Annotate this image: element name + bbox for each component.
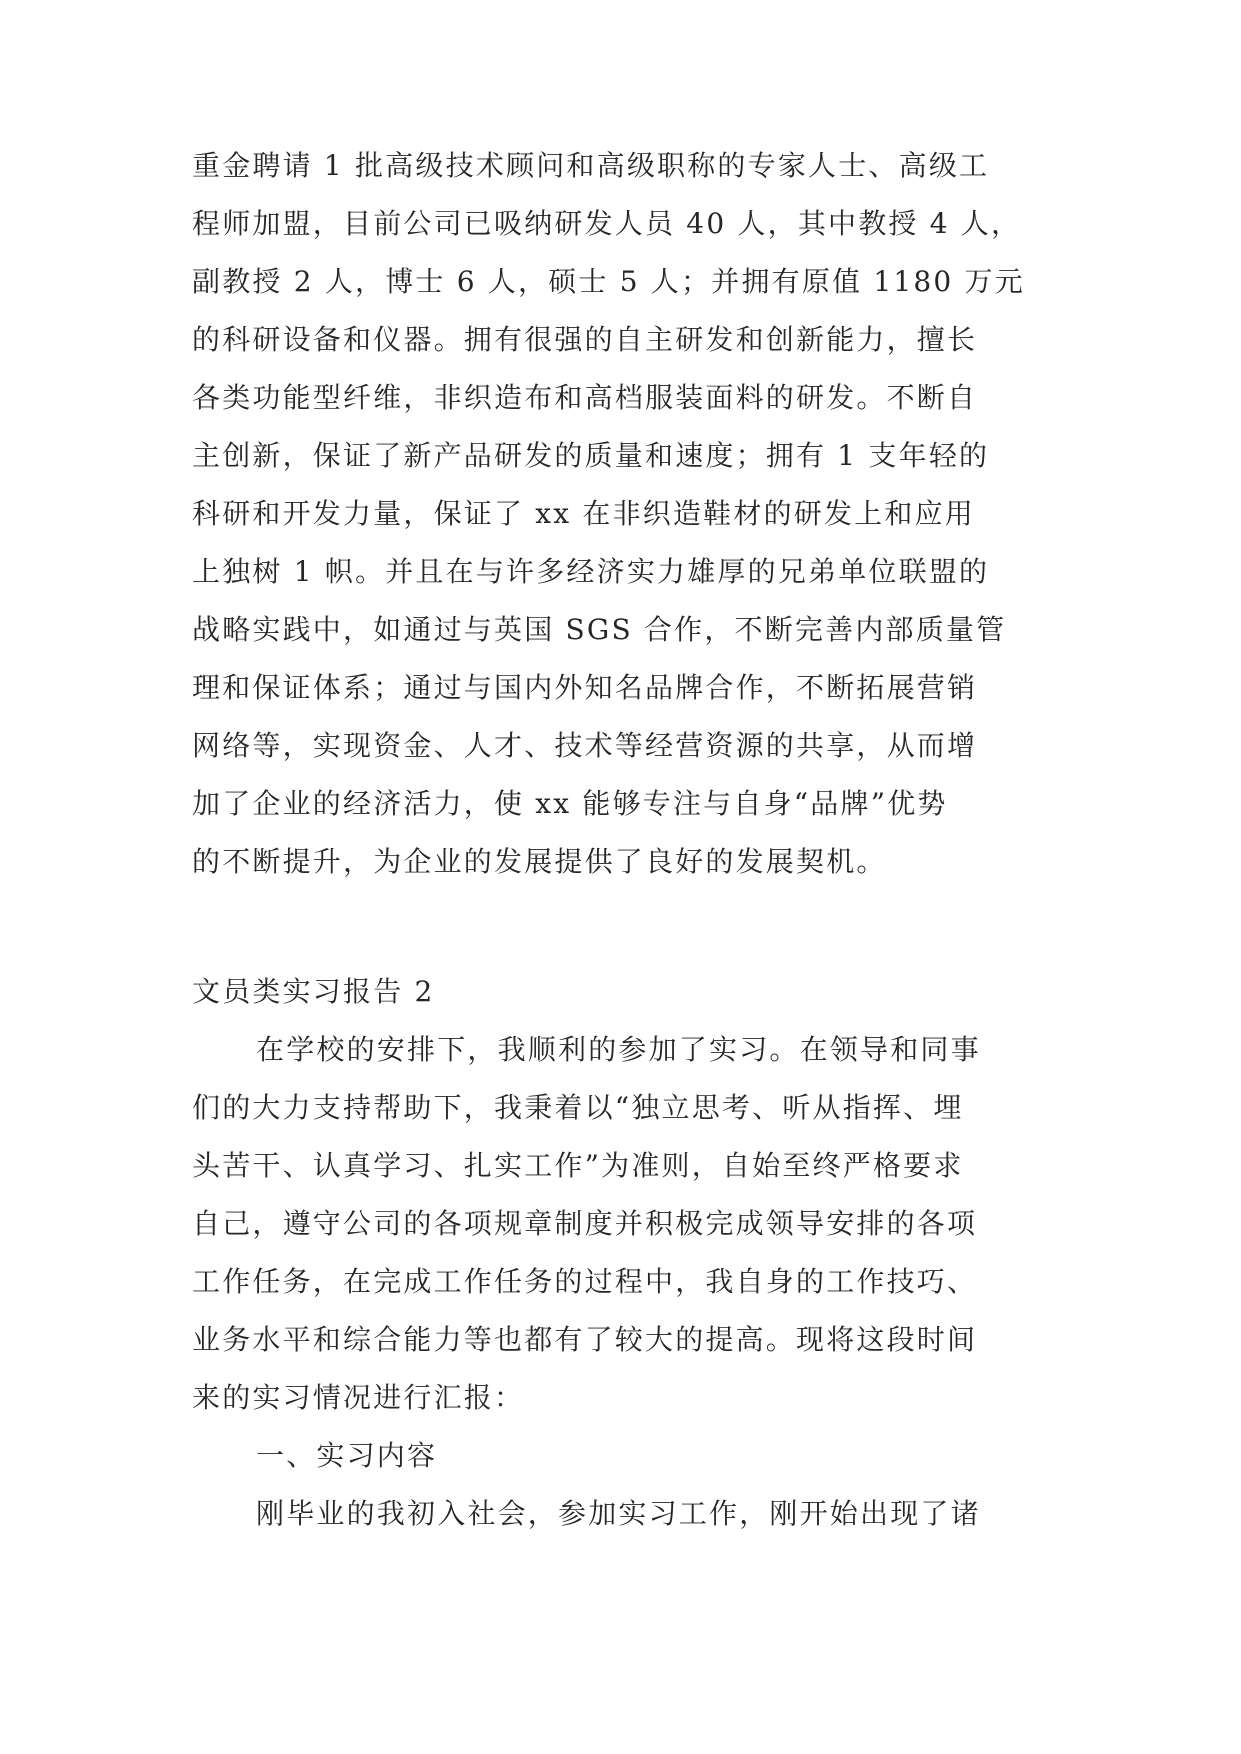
paragraph-line: 程师加盟，目前公司已吸纳研发人员 40 人，其中教授 4 人，: [192, 207, 1022, 240]
paragraph-line: 理和保证体系；通过与国内外知名品牌合作，不断拓展营销: [192, 671, 978, 704]
paragraph-line: 的科研设备和仪器。拥有很强的自主研发和创新能力，擅长: [192, 323, 978, 356]
paragraph-line: 战略实践中，如通过与英国 SGS 合作，不断完善内部质量管: [192, 613, 1007, 646]
paragraph-line: 各类功能型纤维，非织造布和高档服装面料的研发。不断自: [192, 381, 978, 414]
paragraph-line: 自己，遵守公司的各项规章制度并积极完成领导安排的各项: [192, 1207, 978, 1240]
paragraph-line: 刚毕业的我初入社会，参加实习工作，刚开始出现了诸: [256, 1497, 981, 1530]
paragraph-line: 来的实习情况进行汇报：: [192, 1381, 525, 1414]
paragraph-line: 在学校的安排下，我顺利的参加了实习。在领导和同事: [256, 1033, 981, 1066]
paragraph-line: 加了企业的经济活力，使 xx 能够专注与自身“品牌”优势: [192, 787, 948, 820]
paragraph-line: 工作任务，在完成工作任务的过程中，我自身的工作技巧、: [192, 1265, 978, 1298]
subsection-title: 一、实习内容: [256, 1439, 438, 1472]
paragraph-line: 主创新，保证了新产品研发的质量和速度；拥有 1 支年轻的: [192, 439, 990, 472]
paragraph-line: 上独树 1 帜。并且在与许多经济实力雄厚的兄弟单位联盟的: [192, 555, 990, 588]
paragraph-line: 的不断提升，为企业的发展提供了良好的发展契机。: [192, 845, 887, 878]
section-heading: 文员类实习报告 2: [192, 975, 435, 1008]
paragraph-line: 头苦干、认真学习、扎实工作”为准则，自始至终严格要求: [192, 1149, 964, 1182]
paragraph-line: 网络等，实现资金、人才、技术等经营资源的共享，从而增: [192, 729, 978, 762]
paragraph-line: 业务水平和综合能力等也都有了较大的提高。现将这段时间: [192, 1323, 978, 1356]
paragraph-line: 科研和开发力量，保证了 xx 在非织造鞋材的研发上和应用: [192, 497, 975, 530]
paragraph-line: 副教授 2 人，博士 6 人，硕士 5 人；并拥有原值 1180 万元: [192, 265, 1025, 298]
paragraph-line: 重金聘请 1 批高级技术顾问和高级职称的专家人士、高级工: [192, 149, 990, 182]
paragraph-line: 们的大力支持帮助下，我秉着以“独立思考、听从指挥、埋: [192, 1091, 964, 1124]
